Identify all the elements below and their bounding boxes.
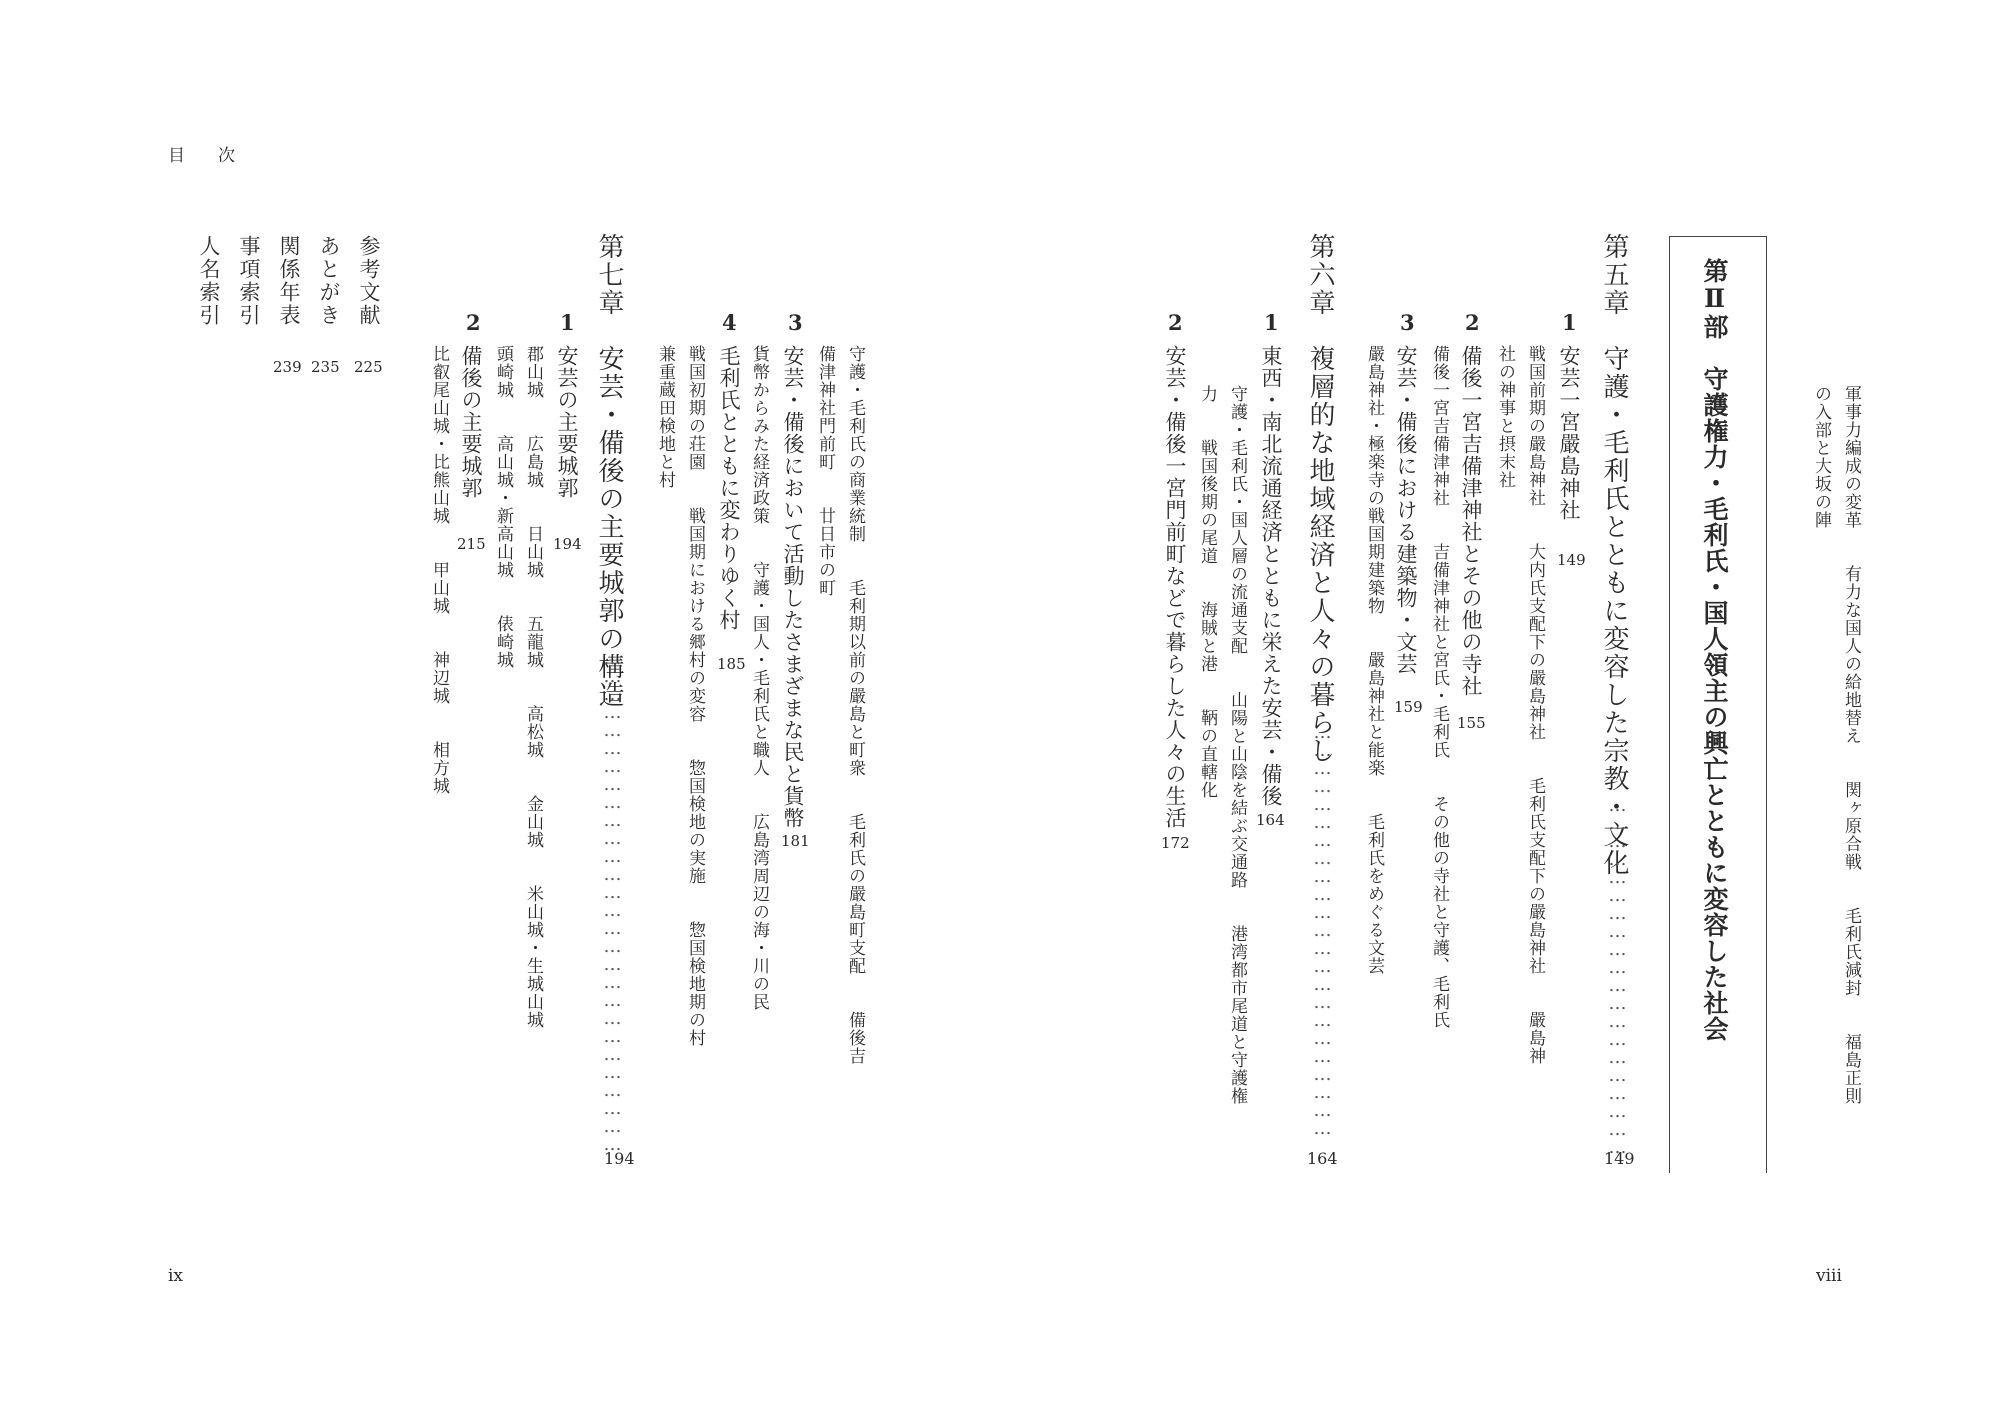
- chapter-6-section-2-item-2: 備津神社門前町 廿日市の町: [815, 345, 835, 597]
- chapter-7-section-1-title[interactable]: 安芸の主要城郭: [555, 345, 579, 499]
- back-matter-references-page: 225: [354, 358, 383, 376]
- chapter-7-title[interactable]: 第七章 安芸・備後の主要城郭の構造: [594, 233, 624, 709]
- chapter-6-section-1-page: 164: [1256, 811, 1285, 829]
- chapter-5-section-2-number: 2: [1465, 310, 1480, 335]
- chapter-5-section-1-title[interactable]: 安芸一宮嚴島神社: [1557, 345, 1581, 521]
- chapter-5-page: 149: [1604, 1149, 1635, 1168]
- chapter-6-section-2-number: 2: [1168, 310, 1183, 335]
- right-page: [1000, 0, 2000, 1414]
- chapter-6-leader-dots: ……………………………………………………………: [1312, 722, 1333, 1136]
- back-matter-subject-index[interactable]: 事項索引: [237, 235, 261, 327]
- chapter-5-section-3-title[interactable]: 安芸・備後における建築物・文芸: [1394, 345, 1418, 675]
- chapter-7-section-2-item-1: 比叡尾山城・比熊山城 甲山城 神辺城 相方城: [429, 345, 449, 795]
- chapter-5-section-2-page: 155: [1457, 714, 1486, 732]
- chapter-7-section-1-item-1: 郡山城 広島城 日山城 五龍城 高松城 金山城 米山城・生城山城: [523, 345, 543, 1029]
- chapter-5-section-2-item-1: 備後一宮吉備津神社 吉備津神社と宮氏・毛利氏 その他の寺社と守護、毛利氏: [1429, 345, 1449, 1029]
- back-matter-chronology[interactable]: 関係年表: [277, 235, 301, 327]
- back-matter-afterword-page: 235: [311, 358, 340, 376]
- chapter-5-section-1-item-1: 戦国前期の嚴島神社 大内氏支配下の嚴島神社 毛利氏支配下の嚴島神社 嚴島神: [1525, 345, 1545, 1065]
- chapter-6-section-1-item-2: 力 戦国後期の尾道 海賊と港 鞆の直轄化: [1197, 385, 1217, 799]
- chapter-7-section-2-title[interactable]: 備後の主要城郭: [459, 345, 483, 499]
- chapter-6-section-2-page: 172: [1161, 834, 1190, 852]
- chapter-7-page: 194: [604, 1149, 635, 1168]
- chapter-6-section-2-item-1: 守護・毛利氏の商業統制 毛利期以前の嚴島と町衆 毛利氏の嚴島町支配 備後吉: [845, 345, 865, 1065]
- left-page-number: ix: [168, 1266, 184, 1286]
- back-matter-chronology-page: 239: [273, 358, 302, 376]
- part-2-title[interactable]: 第Ⅱ部 守護権力・毛利氏・国人領主の興亡とともに変容した社会: [1700, 258, 1729, 1042]
- chapter-6-section-1-number: 1: [1264, 310, 1279, 335]
- back-matter-name-index[interactable]: 人名索引: [197, 235, 221, 327]
- chapter-6-section-3-number: 3: [788, 310, 803, 335]
- chapter-6-title[interactable]: 第六章 複層的な地域経済と人々の暮らし: [1305, 233, 1335, 765]
- chapter-6-section-4-number: 4: [722, 310, 737, 335]
- chapter-5-section-1-page: 149: [1557, 551, 1586, 569]
- chapter-6-section-4-item-1: 戦国初期の荘園 戦国期における郷村の変容 惣国検地の実施 惣国検地期の村: [685, 345, 705, 1047]
- previous-chapter-item-1: 軍事力編成の変革 有力な国人の給地替え 関ヶ原合戦 毛利氏減封 福島正則: [1841, 385, 1861, 1105]
- chapter-6-section-1-title[interactable]: 東西・南北流通経済とともに栄えた安芸・備後: [1259, 345, 1283, 807]
- chapter-5-section-3-number: 3: [1400, 310, 1415, 335]
- chapter-5-leader-dots: ……………………………………………………: [1607, 795, 1628, 1155]
- previous-chapter-item-2: の入部と大坂の陣: [1811, 385, 1831, 529]
- chapter-7-section-1-number: 1: [560, 310, 575, 335]
- chapter-6-section-2-title[interactable]: 安芸・備後一宮門前町などで暮らした人々の生活: [1163, 345, 1187, 829]
- chapter-6-section-4-item-2: 兼重蔵田検地と村: [655, 345, 675, 489]
- chapter-5-section-1-item-2: 社の神事と摂末社: [1495, 345, 1515, 489]
- chapter-6-section-3-item-1: 貨幣からみた経済政策 守護・国人・毛利氏と職人 広島湾周辺の海・川の民: [749, 345, 769, 1011]
- chapter-5-section-1-number: 1: [1562, 310, 1577, 335]
- chapter-5-section-3-item-1: 嚴島神社・極楽寺の戦国期建築物 嚴島神社と能楽 毛利氏をめぐる文芸: [1364, 345, 1384, 975]
- running-header: 目 次: [168, 146, 243, 166]
- back-matter-afterword[interactable]: あとがき: [317, 235, 341, 327]
- chapter-6-section-3-title[interactable]: 安芸・備後において活動したさまざまな民と貨幣: [781, 345, 805, 829]
- chapter-7-section-1-item-2: 頭崎城 高山城・新高山城 俵崎城: [493, 345, 513, 669]
- chapter-7-section-1-page: 194: [553, 535, 582, 553]
- chapter-6-section-4-title[interactable]: 毛利氏とともに変わりゆく村: [717, 345, 741, 631]
- chapter-5-section-3-page: 159: [1394, 698, 1423, 716]
- right-page-number: viii: [1816, 1266, 1842, 1286]
- chapter-6-section-1-item-1: 守護・毛利氏・国人層の流通支配 山陽と山陰を結ぶ交通路 港湾都市尾道と守護権: [1227, 385, 1247, 1105]
- chapter-6-page: 164: [1307, 1149, 1338, 1168]
- chapter-5-title[interactable]: 第五章 守護・毛利氏とともに変容した宗教・文化: [1599, 233, 1629, 877]
- chapter-6-section-3-page: 181: [781, 832, 810, 850]
- chapter-5-section-2-title[interactable]: 備後一宮吉備津神社とその他の寺社: [1459, 345, 1483, 697]
- chapter-7-leader-dots: …………………………………………………………………………: [602, 648, 623, 1152]
- chapter-7-section-2-number: 2: [466, 310, 481, 335]
- chapter-7-section-2-page: 215: [457, 535, 486, 553]
- chapter-6-section-4-page: 185: [717, 655, 746, 673]
- back-matter-references[interactable]: 参考文献: [357, 235, 381, 327]
